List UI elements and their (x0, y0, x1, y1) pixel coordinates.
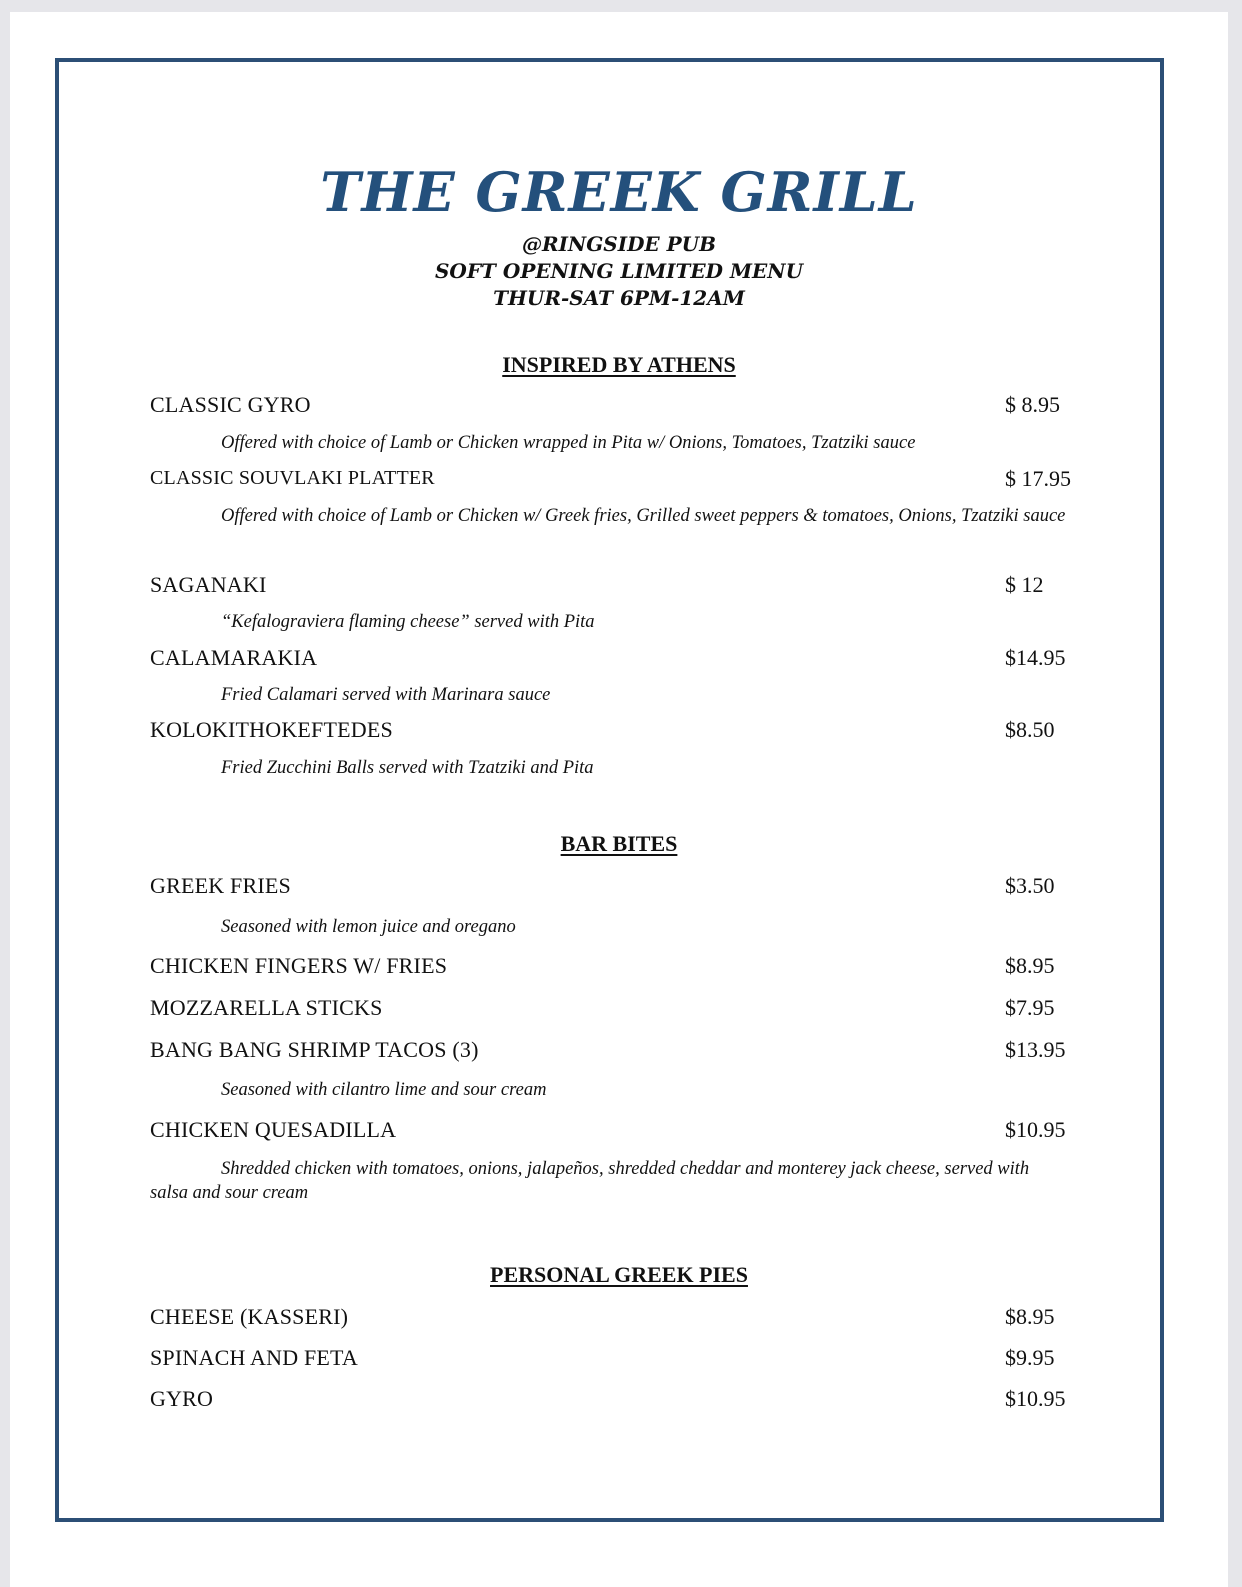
menu-item-name: CHICKEN QUESADILLA (150, 1117, 397, 1142)
menu-item-price: $10.95 (1005, 1117, 1066, 1142)
menu-item-price: $8.50 (1005, 717, 1055, 742)
restaurant-name: THE GREEK GRILL (320, 160, 918, 224)
menu-note-line: SOFT OPENING LIMITED MENU (434, 259, 804, 283)
menu-item-price: $8.95 (1005, 953, 1055, 978)
menu-page (10, 12, 1228, 1587)
menu-item-price: $ 8.95 (1005, 392, 1060, 417)
menu-item-price: $13.95 (1005, 1037, 1066, 1062)
menu-item-description: Offered with choice of Lamb or Chicken wrapped in Pita w/ Onions, Tomatoes, Tzatziki sauce (221, 433, 916, 453)
section-title-athens: INSPIRED BY ATHENS (502, 352, 736, 377)
menu-item-description: Offered with choice of Lamb or Chicken w/ Greek fries, Grilled sweet peppers & tomatoes, Onions, Tzatziki sauce (221, 506, 1066, 526)
menu-item-name: CALAMARAKIA (150, 645, 318, 670)
menu-item-price: $8.95 (1005, 1304, 1055, 1329)
menu-item-price: $14.95 (1005, 645, 1066, 670)
menu-item-name: GREEK FRIES (150, 873, 291, 898)
menu-item-name: CHEESE (KASSERI) (150, 1304, 349, 1329)
menu-item-description: Seasoned with cilantro lime and sour cream (221, 1080, 547, 1100)
menu-item-price: $3.50 (1005, 873, 1055, 898)
section-title-bar-bites: BAR BITES (560, 831, 678, 856)
menu-item-name: SPINACH AND FETA (150, 1345, 359, 1370)
menu-item-name: KOLOKITHOKEFTEDES (150, 717, 393, 742)
menu-item-name: SAGANAKI (150, 572, 267, 597)
menu-item-price: $10.95 (1005, 1386, 1066, 1411)
section-title-greek-pies: PERSONAL GREEK PIES (490, 1262, 748, 1287)
menu-item-price: $ 12 (1005, 572, 1044, 597)
menu-item-name: CHICKEN FINGERS W/ FRIES (150, 953, 448, 978)
location-line: @RINGSIDE PUB (521, 232, 717, 256)
menu-item-name: CLASSIC GYRO (150, 392, 311, 417)
menu-item-description: “Kefalograviera flaming cheese” served with Pita (221, 612, 595, 632)
menu-item-price: $7.95 (1005, 995, 1055, 1020)
menu-item-description: Shredded chicken with tomatoes, onions, jalapeños, shredded cheddar and monterey jack cheese, served with salsa and sour cream (150, 1159, 1030, 1203)
menu-item-price: $9.95 (1005, 1345, 1055, 1370)
menu-item-name: BANG BANG SHRIMP TACOS (3) (150, 1037, 479, 1062)
hours-line: THUR-SAT 6PM-12AM (493, 286, 745, 310)
menu-item-name: GYRO (150, 1386, 214, 1411)
menu-item-description: Fried Zucchini Balls served with Tzatziki and Pita (221, 758, 594, 778)
menu-item-name: MOZZARELLA STICKS (150, 995, 383, 1020)
menu-item-price: $ 17.95 (1005, 466, 1071, 491)
menu-item-description: Fried Calamari served with Marinara sauce (221, 685, 551, 705)
menu-item-name: CLASSIC SOUVLAKI PLATTER (150, 467, 435, 489)
menu-item-description: Seasoned with lemon juice and oregano (221, 917, 516, 937)
